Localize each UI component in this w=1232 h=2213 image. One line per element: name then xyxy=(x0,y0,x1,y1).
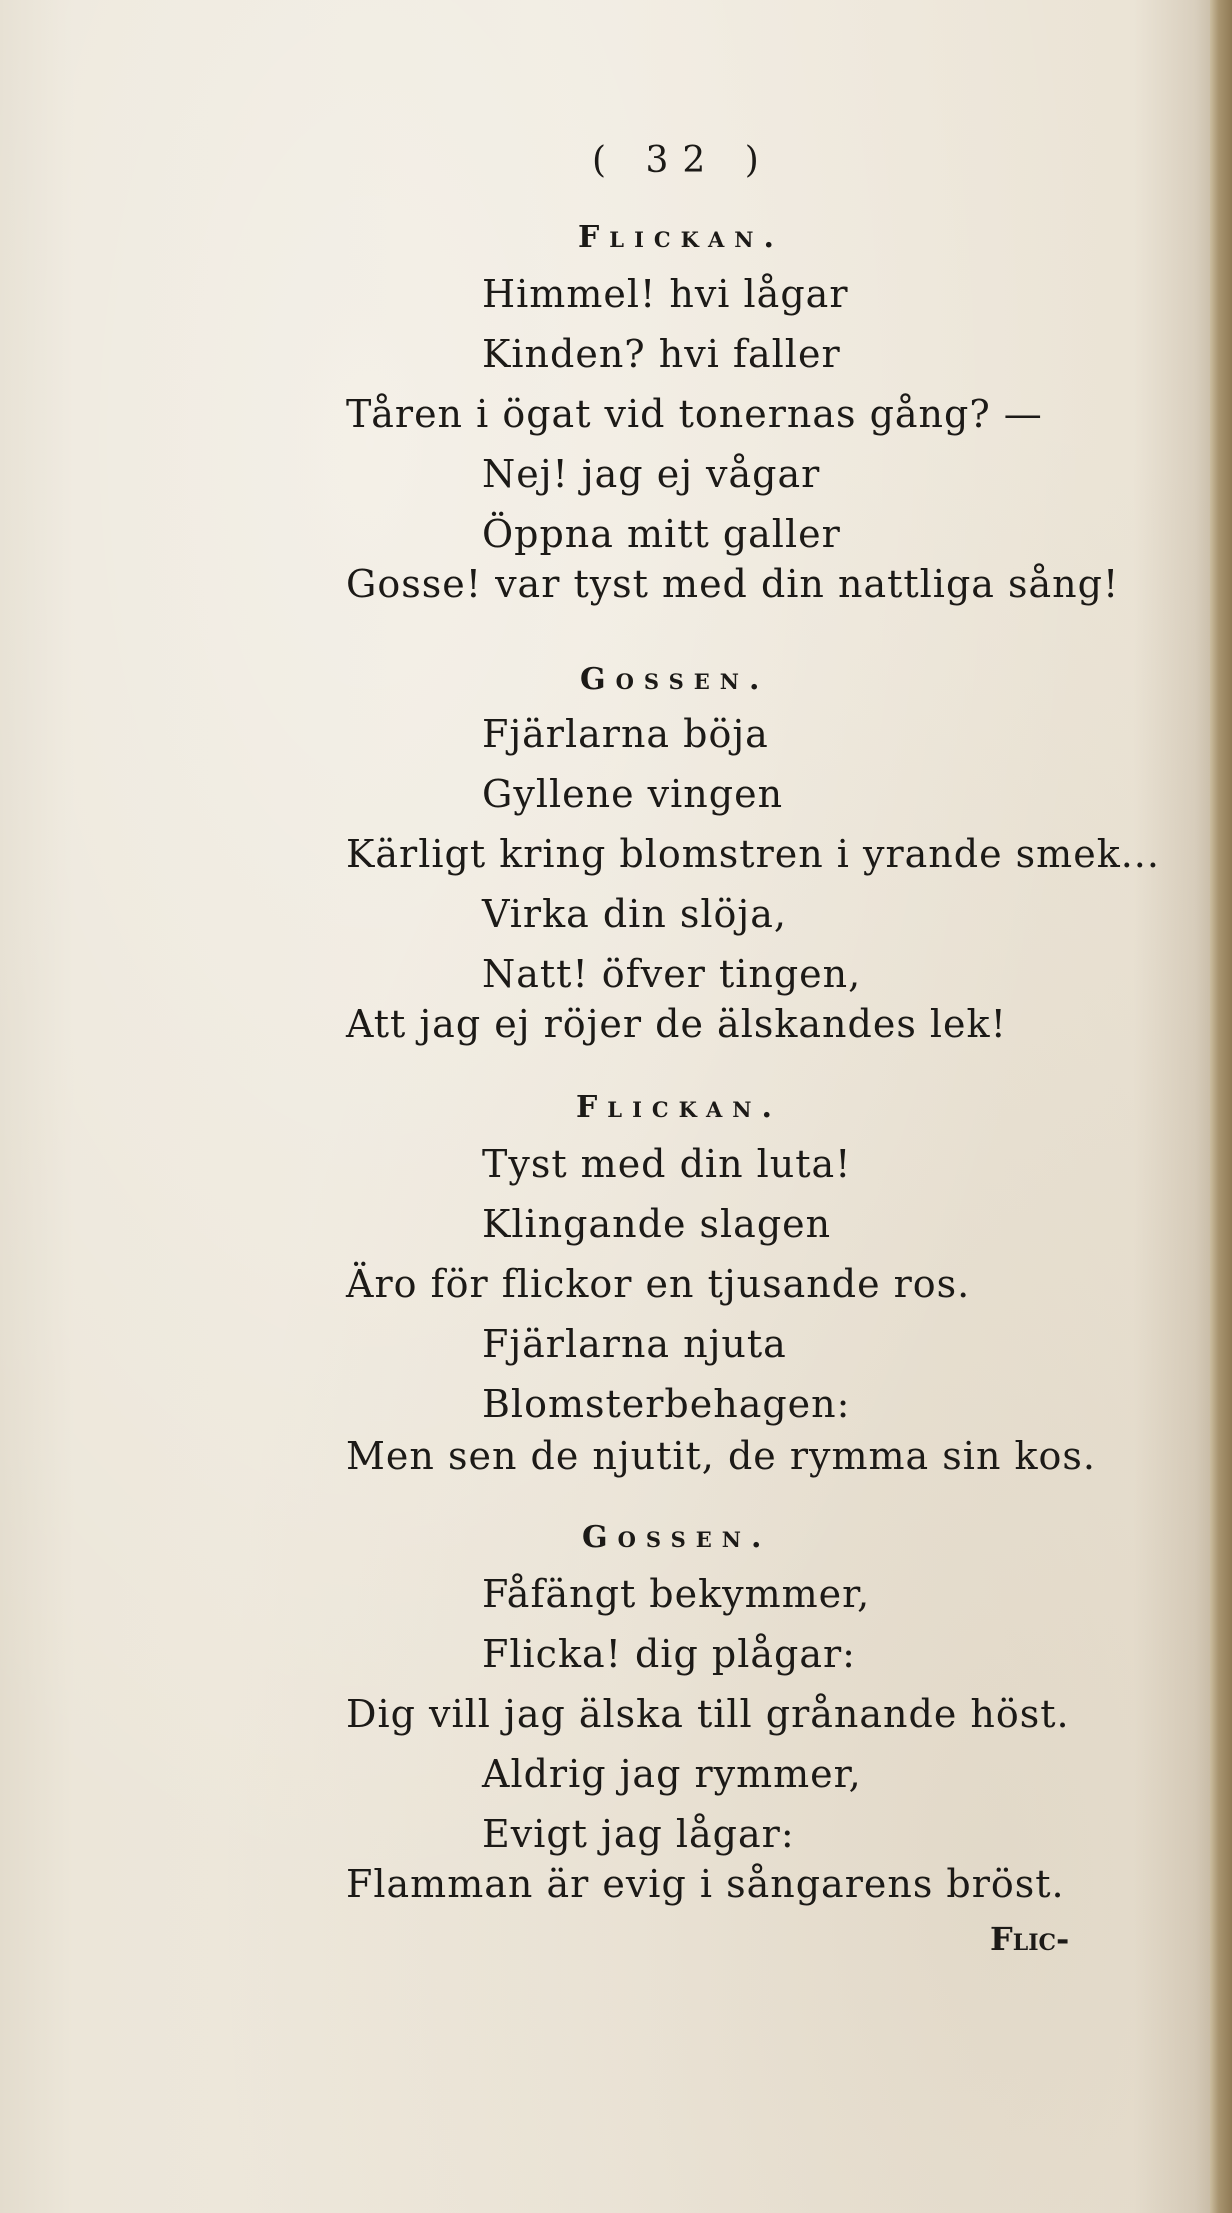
speaker-heading: Flickan. xyxy=(576,1090,782,1125)
verse-line: Natt! öfver tingen, xyxy=(482,952,862,996)
verse-line: Klingande slagen xyxy=(482,1202,832,1246)
verse-line: Fjärlarna njuta xyxy=(482,1322,787,1366)
verse-line: Kinden? hvi faller xyxy=(482,332,841,376)
verse-line: Dig vill jag älska till grånande höst. xyxy=(346,1692,1070,1736)
verse-line: Tåren i ögat vid tonernas gång? — xyxy=(346,392,1043,436)
speaker-heading: Flickan. xyxy=(578,220,784,255)
verse-line: Virka din slöja, xyxy=(482,892,787,936)
verse-line: Kärligt kring blomstren i yrande smek... xyxy=(346,832,1160,876)
page-number: ( 32 ) xyxy=(592,140,773,181)
verse-line: Äro för flickor en tjusande ros. xyxy=(346,1262,971,1306)
verse-line: Flamman är evig i sångarens bröst. xyxy=(346,1862,1065,1906)
verse-line: Blomsterbehagen: xyxy=(482,1382,851,1426)
verse-line: Gosse! var tyst med din nattliga sång! xyxy=(346,562,1120,606)
verse-line: Att jag ej röjer de älskandes lek! xyxy=(346,1002,1007,1046)
verse-line: Flicka! dig plågar: xyxy=(482,1632,856,1676)
verse-line: Öppna mitt galler xyxy=(482,512,841,556)
verse-line: Men sen de njutit, de rymma sin kos. xyxy=(346,1434,1096,1478)
verse-line: Aldrig jag rymmer, xyxy=(482,1752,862,1796)
catchword: Flic- xyxy=(990,1920,1070,1958)
verse-line: Nej! jag ej vågar xyxy=(482,452,821,496)
page-edge xyxy=(1210,0,1232,2213)
verse-line: Tyst med din luta! xyxy=(482,1142,852,1186)
speaker-heading: Gossen. xyxy=(580,662,770,697)
verse-line: Fåfängt bekymmer, xyxy=(482,1572,871,1616)
verse-line: Gyllene vingen xyxy=(482,772,784,816)
verse-line: Fjärlarna böja xyxy=(482,712,769,756)
speaker-heading: Gossen. xyxy=(582,1520,772,1555)
verse-line: Evigt jag lågar: xyxy=(482,1812,795,1856)
verse-line: Himmel! hvi lågar xyxy=(482,272,849,316)
